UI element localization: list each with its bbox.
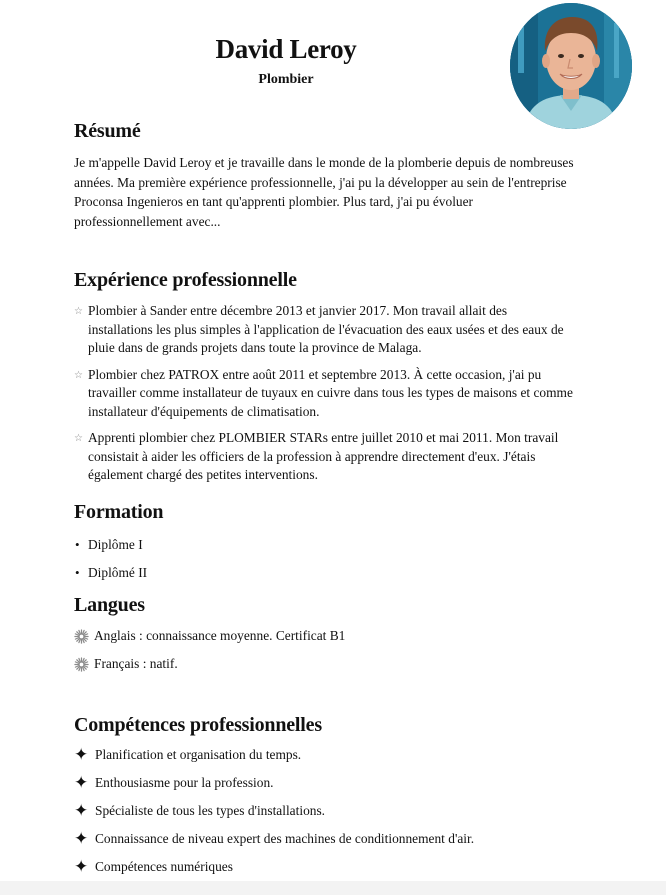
education-item bbox=[74, 536, 574, 555]
language-item-text: Français : natif. bbox=[94, 656, 178, 671]
education-item bbox=[74, 564, 574, 583]
language-item-text: Anglais : connaissance moyenne. Certificat B1 bbox=[94, 628, 346, 643]
languages-list bbox=[74, 627, 574, 683]
skill-item bbox=[74, 858, 574, 877]
experience-item bbox=[74, 302, 574, 358]
page-bottom-strip bbox=[0, 881, 666, 895]
skill-item-text: Spécialiste de tous les types d'installations. bbox=[95, 803, 326, 818]
four-point-star-icon: ✦ bbox=[74, 801, 89, 820]
language-item bbox=[74, 655, 574, 674]
four-point-star-icon: ✦ bbox=[74, 857, 89, 876]
experience-item bbox=[74, 366, 574, 422]
four-point-star-icon: ✦ bbox=[74, 745, 89, 764]
job-title: Plombier bbox=[258, 72, 314, 87]
skill-item bbox=[74, 830, 574, 849]
education-heading: Formation bbox=[74, 501, 164, 523]
candidate-name: David Leroy bbox=[215, 34, 357, 64]
skills-heading: Compétences professionnelles bbox=[74, 714, 322, 736]
experience-list bbox=[74, 302, 574, 493]
star-outline-icon: ☆ bbox=[74, 433, 83, 444]
experience-item bbox=[74, 429, 574, 485]
education-item-text: Diplôme I bbox=[88, 537, 143, 552]
skill-item bbox=[74, 802, 574, 821]
skills-list bbox=[74, 746, 574, 886]
dot-icon: • bbox=[75, 537, 80, 552]
skill-item bbox=[74, 746, 574, 765]
star-outline-icon: ☆ bbox=[74, 306, 83, 317]
skill-item bbox=[74, 774, 574, 793]
avatar bbox=[510, 3, 632, 129]
language-item bbox=[74, 627, 574, 646]
experience-heading: Expérience professionnelle bbox=[74, 269, 297, 291]
skill-item-text: Connaissance de niveau expert des machines de conditionnement d'air. bbox=[95, 831, 475, 846]
four-point-star-icon: ✦ bbox=[74, 773, 89, 792]
skill-item-text: Planification et organisation du temps. bbox=[95, 747, 302, 762]
skill-item-text: Enthousiasme pour la profession. bbox=[95, 775, 274, 790]
portrait-photo bbox=[510, 3, 632, 129]
skill-item-text: Compétences numériques bbox=[95, 859, 233, 874]
experience-item-text: Plombier à Sander entre décembre 2013 et janvier 2017. Mon travail allait des installations les plus simples à l'application de l'évacuation des eaux usées et des eaux de pluie dans de grands projets dans toute la province de Malaga. bbox=[88, 303, 564, 355]
experience-item-text: Plombier chez PATROX entre août 2011 et septembre 2013. À cette occasion, j'ai pu travailler comme installateur de tuyaux en cuivre dans tous les types de maisons et comme installateur d'équipements de climatisation. bbox=[88, 366, 573, 419]
four-point-star-icon: ✦ bbox=[74, 829, 89, 848]
dot-icon: • bbox=[75, 565, 80, 580]
languages-heading: Langues bbox=[74, 594, 145, 616]
education-list bbox=[74, 536, 574, 592]
summary-text: Je m'appelle David Leroy et je travaille dans le monde de la plomberie depuis de nombreuses années. Ma première expérience professionnelle, j'ai pu la développer au sein de l'entreprise Proconsa Ingenieros en tant qu'apprenti plombier. Plus tard, j'ai pu évoluer professionnellement avec... bbox=[74, 155, 574, 229]
summary-heading: Résumé bbox=[74, 120, 141, 142]
education-item-text: Diplômé II bbox=[88, 565, 148, 580]
star-outline-icon: ☆ bbox=[74, 369, 83, 381]
starburst-icon bbox=[74, 657, 89, 672]
experience-item-text: Apprenti plombier chez PLOMBIER STARs entre juillet 2010 et mai 2011. Mon travail consistait à aider les officiers de la profession à apprendre directement d'eux. J'étais également chargé des petites interventions. bbox=[88, 430, 559, 482]
starburst-icon bbox=[74, 629, 89, 644]
